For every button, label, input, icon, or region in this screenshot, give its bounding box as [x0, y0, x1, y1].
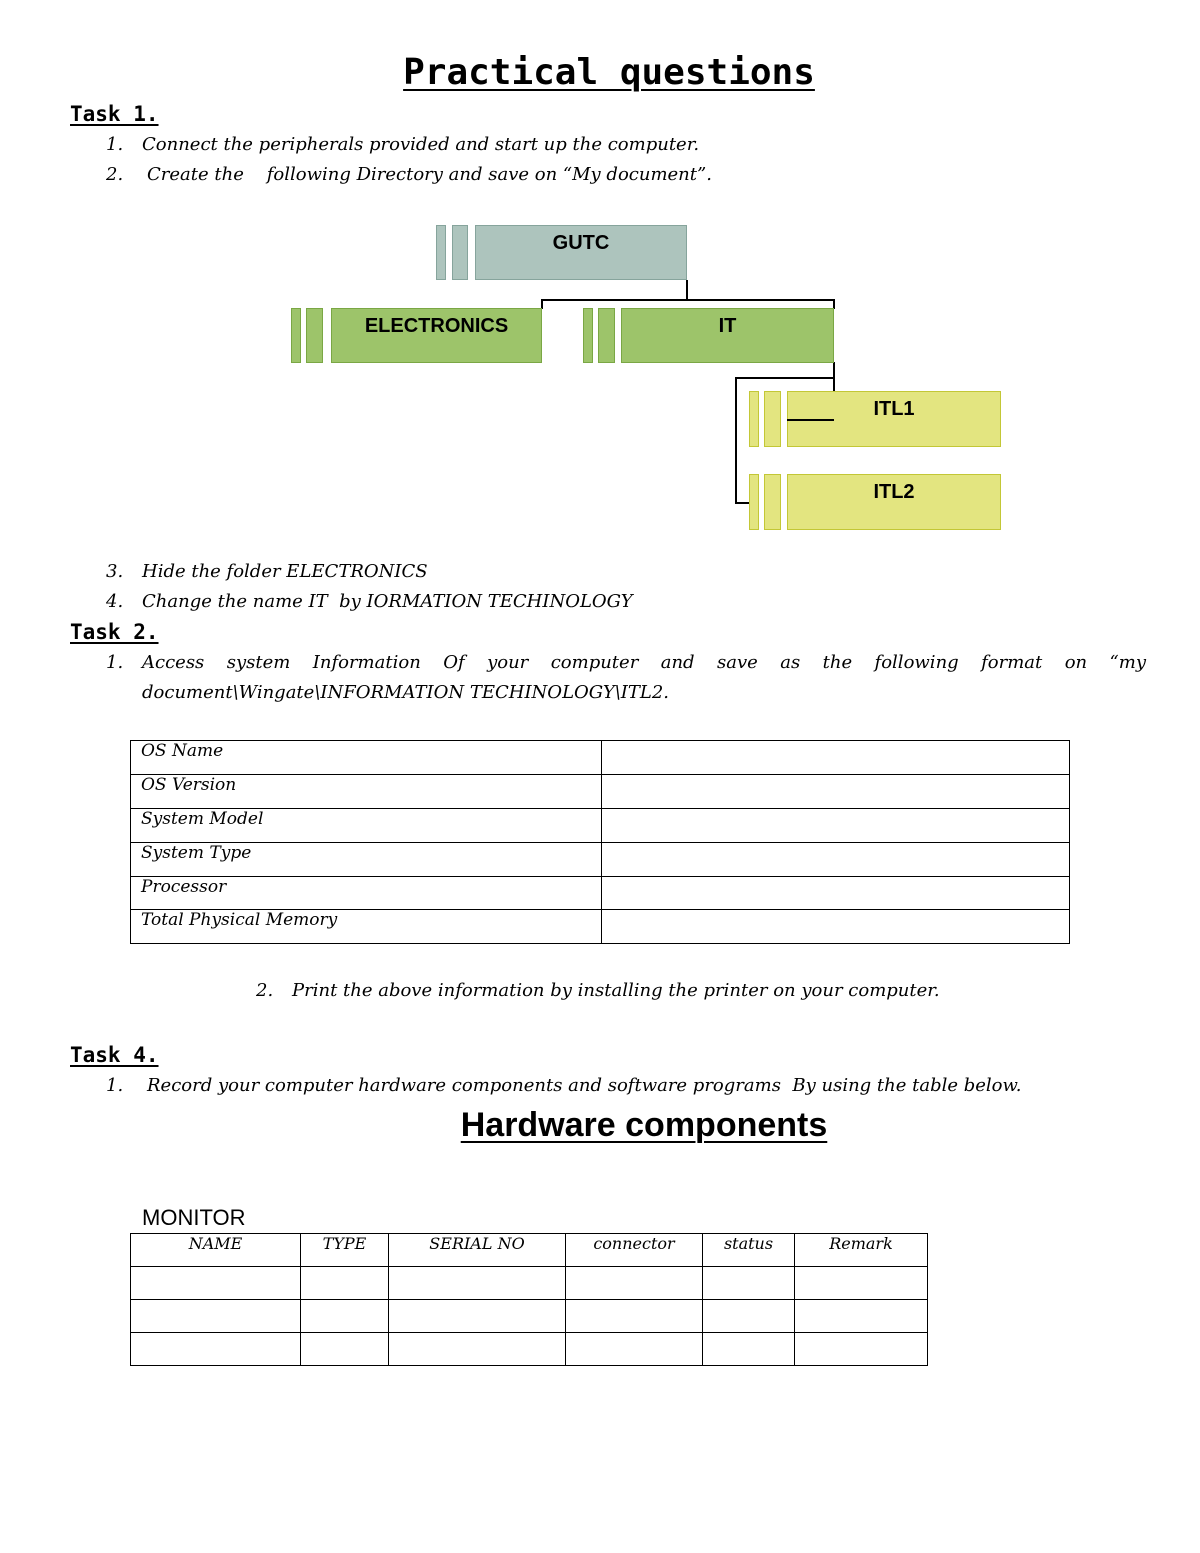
monitor-label: MONITOR	[142, 1205, 246, 1230]
folder-marker	[583, 308, 593, 363]
table-cell[interactable]	[795, 1267, 928, 1300]
folder-gutc: GUTC	[475, 225, 687, 280]
folder-itl2: ITL2	[787, 474, 1001, 530]
task1-item1-text: Connect the peripherals provided and start up the computer.	[142, 134, 700, 155]
table-cell[interactable]	[795, 1333, 928, 1366]
column-header: Remark	[795, 1234, 928, 1267]
table-row	[131, 741, 1070, 775]
folder-it: IT	[621, 308, 834, 363]
column-header: connector	[566, 1234, 703, 1267]
column-header: status	[703, 1234, 795, 1267]
table-cell[interactable]	[389, 1300, 566, 1333]
task1-heading: Task 1.	[70, 102, 159, 126]
table-cell[interactable]	[703, 1267, 795, 1300]
connector-line	[735, 377, 737, 503]
folder-marker	[764, 474, 781, 530]
table-row	[131, 1267, 928, 1300]
task1-item2-number: 2.	[106, 164, 124, 185]
folder-marker	[306, 308, 323, 363]
sysinfo-label: OS Name	[131, 741, 602, 775]
sysinfo-label: OS Version	[131, 775, 602, 809]
sysinfo-value-cell[interactable]	[602, 741, 1070, 775]
table-cell[interactable]	[389, 1267, 566, 1300]
task4-item1-text: Record your computer hardware components and software programs By using the table below.	[147, 1075, 1022, 1096]
table-cell[interactable]	[131, 1300, 301, 1333]
connector-line	[787, 419, 834, 421]
table-cell[interactable]	[703, 1300, 795, 1333]
task1-item1-number: 1.	[106, 134, 124, 155]
task2-item2-number: 2.	[256, 980, 274, 1001]
folder-marker	[749, 391, 759, 447]
page-title: Practical questions	[403, 52, 815, 93]
table-row	[131, 843, 1070, 877]
table-cell[interactable]	[389, 1333, 566, 1366]
sysinfo-value-cell[interactable]	[602, 877, 1070, 910]
sysinfo-label: System Type	[131, 843, 602, 877]
folder-marker	[598, 308, 615, 363]
task1-item3-text: Hide the folder ELECTRONICS	[142, 561, 428, 582]
column-header: TYPE	[301, 1234, 389, 1267]
table-cell[interactable]	[795, 1300, 928, 1333]
folder-marker	[291, 308, 301, 363]
folder-marker	[436, 225, 446, 280]
table-cell[interactable]	[301, 1300, 389, 1333]
sysinfo-value-cell[interactable]	[602, 809, 1070, 843]
connector-line	[686, 280, 688, 300]
task2-item1-line1: Access system Information Of your computer and save as the following format on “my	[142, 652, 1146, 673]
connector-line	[735, 377, 834, 379]
table-row	[131, 1300, 928, 1333]
task1-item2-text: Create the following Directory and save on “My document”.	[147, 164, 712, 185]
table-cell[interactable]	[301, 1333, 389, 1366]
sysinfo-label: Processor	[131, 877, 602, 910]
connector-line	[541, 299, 834, 301]
table-cell[interactable]	[703, 1333, 795, 1366]
table-header-row	[131, 1234, 928, 1267]
task2-item1-number: 1.	[106, 652, 124, 673]
task1-item4-number: 4.	[106, 591, 124, 612]
table-cell[interactable]	[301, 1267, 389, 1300]
system-info-table	[130, 740, 1070, 944]
sysinfo-label: Total Physical Memory	[131, 910, 602, 944]
sysinfo-value-cell[interactable]	[602, 775, 1070, 809]
table-cell[interactable]	[566, 1300, 703, 1333]
folder-marker	[764, 391, 781, 447]
task4-heading: Task 4.	[70, 1043, 159, 1067]
table-row	[131, 775, 1070, 809]
hardware-components-title: Hardware components	[460, 1106, 828, 1144]
table-row	[131, 1333, 928, 1366]
sysinfo-value-cell[interactable]	[602, 843, 1070, 877]
column-header: SERIAL NO	[389, 1234, 566, 1267]
task4-item1-number: 1.	[106, 1075, 124, 1096]
table-cell[interactable]	[566, 1333, 703, 1366]
task2-heading: Task 2.	[70, 620, 159, 644]
sysinfo-label: System Model	[131, 809, 602, 843]
monitor-table	[130, 1233, 928, 1366]
task2-item1-line2: document\Wingate\INFORMATION TECHINOLOGY\ITL2.	[142, 682, 670, 703]
table-row	[131, 809, 1070, 843]
folder-electronics: ELECTRONICS	[331, 308, 542, 363]
table-row	[131, 910, 1070, 944]
table-cell[interactable]	[566, 1267, 703, 1300]
directory-diagram	[0, 0, 1200, 560]
sysinfo-value-cell[interactable]	[602, 910, 1070, 944]
task1-item3-number: 3.	[106, 561, 124, 582]
folder-marker	[749, 474, 759, 530]
folder-itl1: ITL1	[787, 391, 1001, 447]
task2-item2-text: Print the above information by installing the printer on your computer.	[292, 980, 940, 1001]
column-header: NAME	[131, 1234, 301, 1267]
task1-item4-text: Change the name IT by IORMATION TECHINOLOGY	[142, 591, 633, 612]
table-cell[interactable]	[131, 1333, 301, 1366]
folder-marker	[452, 225, 468, 280]
table-row	[131, 877, 1070, 910]
table-cell[interactable]	[131, 1267, 301, 1300]
